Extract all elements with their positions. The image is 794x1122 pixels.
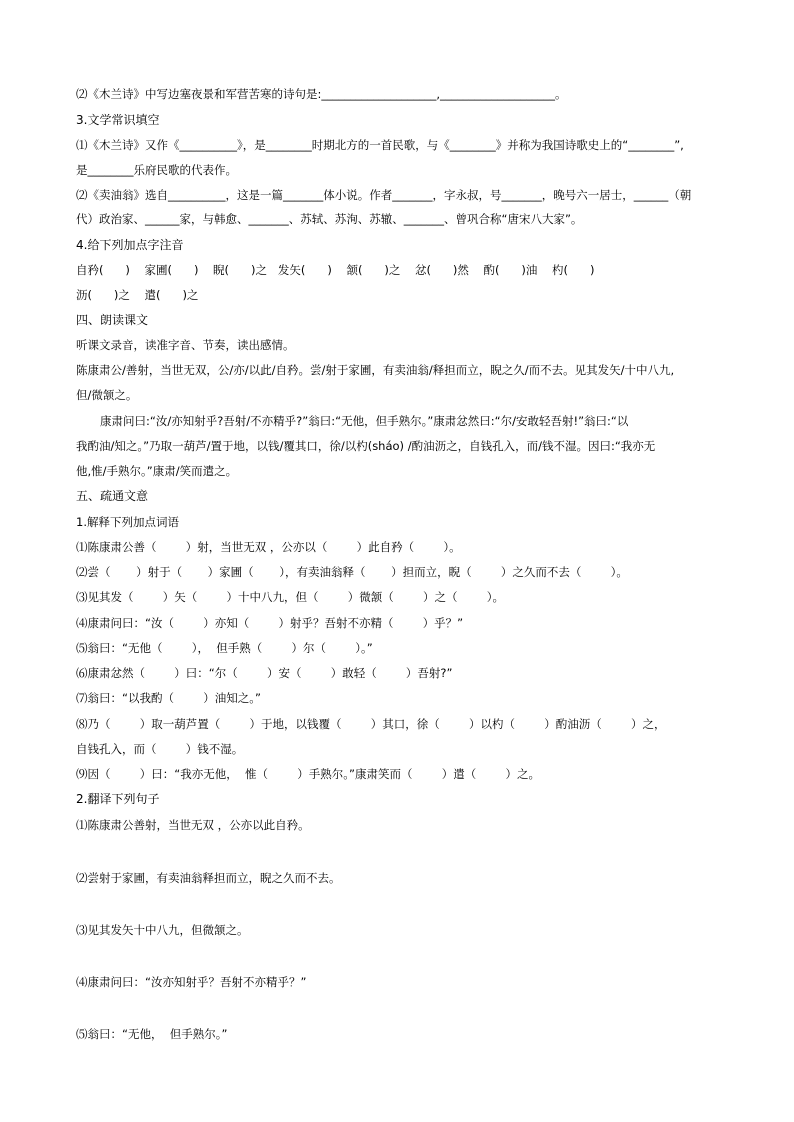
text-line: 陈康肃公/善射，当世无双，公/亦/以此/自矜。尝/射于家圃，有卖油翁/释担而立，睨之久/而不去。见其发矢/十中八九,: [76, 363, 675, 377]
exercise-line: ⑹康肃忿然（ ）曰：“尔（ ）安（ ）敢轻（ ）吾射?”: [76, 666, 453, 680]
subsection-heading: 2.翻译下列句子: [76, 792, 160, 806]
subsection-heading: 1.解释下列加点词语: [76, 515, 179, 529]
exercise-line: 自钱孔入，而（ ）钱不湿。: [76, 742, 244, 756]
exercise-line: ⑶见其发（ ）矢（ ）十中八九，但（ ）微颔（ ）之（ ）。: [76, 590, 504, 604]
instruction-line: 听课文录音，读准字音、节奏，读出感情。: [76, 338, 295, 352]
text-line: 康肃问曰:“汝/亦知射乎?吾射/不亦精乎?”翁曰:“无他，但手熟尔。”康肃忿然曰:“尔/安敢轻吾射!”翁曰:“以: [100, 414, 629, 428]
text-line: 我酌油/知之。”乃取一葫芦/置于地，以钱/覆其口，徐/以杓(sháo) /酌油沥之，自钱孔入，而/钱不湿。因曰:“我亦无: [76, 439, 656, 453]
section-heading-pinyin: 4.给下列加点字注音: [76, 238, 184, 252]
section-heading-meaning: 五、疏通文意: [76, 489, 149, 503]
pinyin-line: 沥( )之 遣( )之: [76, 288, 199, 302]
exercise-line: ⑺翁曰：“以我酌（ ）油知之。”: [76, 691, 261, 705]
exercise-line: ⑻乃（ ）取一葫芦置（ ）于地，以钱覆（ ）其口，徐（ ）以杓（ ）酌油沥（ ）之，: [76, 717, 666, 731]
exercise-line: ⑷康肃问曰：“汝（ ）亦知（ ）射乎？吾射不亦精（ ）乎？”: [76, 616, 464, 630]
translation-sentence: ⑵尝射于家圃，有卖油翁释担而立，睨之久而不去。: [76, 871, 341, 885]
section-heading-reading: 四、朗读课文: [76, 313, 149, 327]
question-line: 是________乐府民歌的代表作。: [76, 163, 237, 177]
translation-sentence: ⑸翁曰：“无他， 但手熟尔。”: [76, 1027, 228, 1041]
question-line: 代）政治家、______家，与韩愈、_______、苏轼、苏洵、苏辙、_______、曾巩合称“唐宋八大家”。: [76, 212, 583, 226]
section-heading-literature: 3.文学常识填空: [76, 113, 160, 127]
exercise-line: ⑼因（ ）曰：“我亦无他， 惟（ ）手熟尔。”康肃笑而（ ）遣（ ）之。: [76, 767, 540, 781]
translation-sentence: ⑶见其发矢十中八九，但微颔之。: [76, 923, 249, 937]
question-poem-line: ⑵《木兰诗》中写边塞夜景和军营苦寒的诗句是:____________________,____________________。: [76, 87, 567, 101]
exercise-line: ⑵尝（ ）射于（ ）家圃（ ），有卖油翁释（ ）担而立，睨（ ）之久而不去（ ）。: [76, 565, 628, 579]
translation-sentence: ⑴陈康肃公善射，当世无双 ，公亦以此自矜。: [76, 818, 310, 832]
pinyin-line: 自矜( ) 家圃( ) 睨( )之 发矢( ) 颔( )之 忿( )然 酌( )油 杓( ): [76, 263, 595, 277]
question-line: ⑵《卖油翁》选自__________，这是一篇_______体小说。作者_______，字永叔，号_______，晚号六一居士，______（朝: [76, 188, 692, 202]
question-line: ⑴《木兰诗》又作《__________》，是________时期北方的一首民歌，与《________》并称为我国诗歌史上的“________”,: [76, 138, 684, 152]
exercise-line: ⑴陈康肃公善（ ）射，当世无双 ，公亦以（ ）此自矜（ ）。: [76, 540, 461, 554]
text-line: 他,惟/手熟尔。”康肃/笑而遣之。: [76, 464, 238, 478]
text-line: 但/微颔之。: [76, 388, 138, 402]
translation-sentence: ⑷康肃问曰：“汝亦知射乎？吾射不亦精乎？”: [76, 975, 307, 989]
exercise-line: ⑸翁曰：“无他（ ）， 但手熟（ ）尔（ ）。”: [76, 641, 373, 655]
